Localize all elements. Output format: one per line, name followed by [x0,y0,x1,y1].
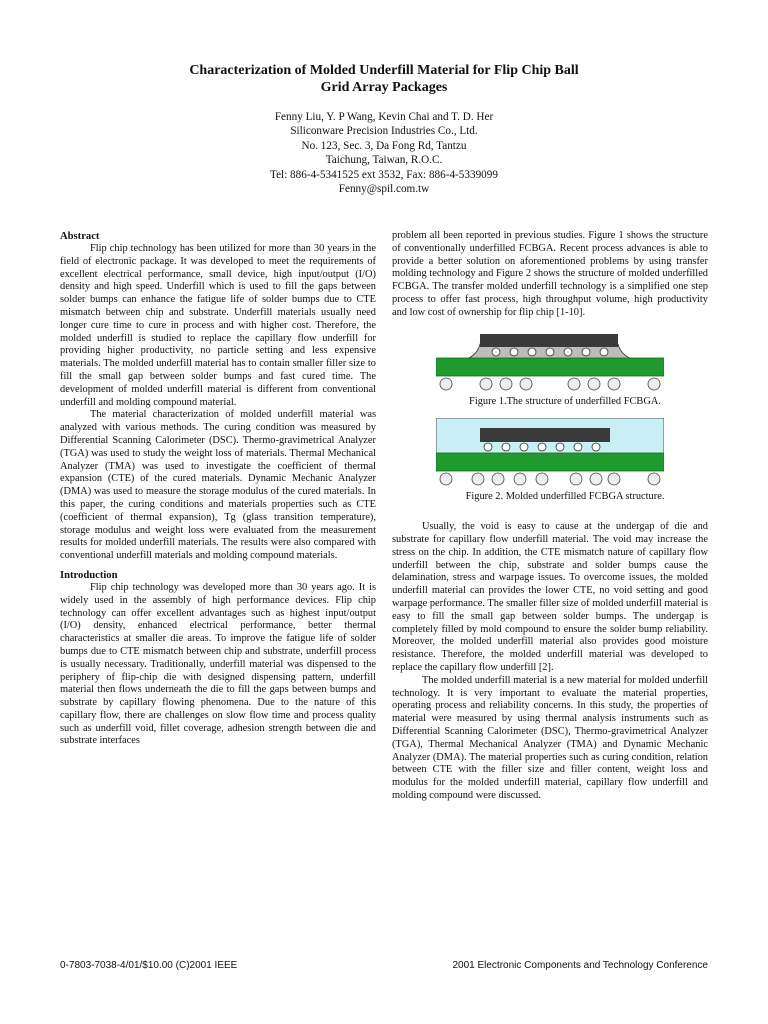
substrate [436,358,664,376]
introduction-paragraph-1-continued: problem all been reported in previous studies. Figure 1 shows the structure of conventionally underfilled FCBGA. Recent process advances is able to provide a better solution on aforementioned problems by using transfer molding technology and Figure 2 shows the structure of molded underfilled FCBGA. The transfer molded underfill technology is a simplified one step process to offer fast process, high throughput volume, high productivity and low cost of ownership for flip chip [1-10]. [392,230,708,318]
title-line-2: Grid Array Packages [320,80,448,95]
author-block [150,110,618,196]
die [480,428,610,442]
introduction-paragraph-1: Flip chip technology was developed more than 30 years ago. It is widely used in the assembly of high performance devices. Flip chip technology can offer excellent advantages such as highest input/output (I/O) density, enhanced electrical performance, better thermal characteristics at smaller die areas. To improve the fatigue life of solder bumps due to CTE mismatch between chip and substrate, underfill process is usually necessary. Traditionally, underfill material was dispensed to the periphery of flip-chip die with designed dispensing pattern, underfill material then flows underneath the die to fill the gaps between bumps and substrate by capillary flowing phenomena. Due to the nature of this capillary flow, there are challenges on slow flow time and process quality such as underfill void, fillet coverage, adhesion strength between die and substrate interfaces [60,581,376,747]
right-column [392,230,708,803]
solder-balls [440,378,660,390]
title-line-1: Characterization of Molded Underfill Material for Flip Chip Ball [189,63,579,78]
figure-1-caption: Figure 1.The structure of underfilled FCBGA. [469,395,661,407]
introduction-paragraph-2: Usually, the void is easy to cause at the undergap of die and substrate for capillary flow underfill material. The void may increase the stress on the chip. In addition, the CTE mismatch nature of capillary flow underfill between the chip, substrate and solder bumps cause the delamination, stress and warpage issues. To overcome issues, the molded underfill material can provides the lower CTE, no void setting and good warpage performance. The smaller filler size of molded underfill material is easy to fill the small gap between solder bumps. The undergap is completely filled by mold compound to ensure the solder bump reliability. Moreover, the molded underfill material also provides good moisture resistance. Therefore, the molded underfill material was developed to replace the capillary flow underfill [2]. [392,521,708,673]
author-city: Taichung, Taiwan, R.O.C. [325,154,443,167]
solder-balls [440,473,660,485]
introduction-heading: Introduction [60,569,118,581]
abstract-paragraph-1: Flip chip technology has been utilized for more than 30 years in the field of electronic package. It was developed to meet the requirements of excellent electrical performance, small device, high input/output (I/O) density and high speed. Underfill which is used to fill the gaps between solder bumps can enhance the fatigue life of solder bumps due to CTE mismatch between chip and substrate. Underfill materials usually need longer cure time to cure in process and with higher cost. Therefore, the molded underfill is studied to replace the capillary flow underfill for providing higher productivity, no particle setting and less expensive materials. The molded underfill material has to contain smaller filler size to fill the small gap between solder bumps and fast cured time. The development of molded underfill material is different from conventional underfill and molding compound material. [60,243,376,408]
author-phone: Tel: 886-4-5341525 ext 3532, Fax: 886-4-5339099 [270,168,498,181]
figure-1-diagram [436,330,664,394]
substrate [436,453,664,471]
footer-conference: 2001 Electronic Components and Technology Conference [452,960,708,971]
author-email[interactable]: Fenny@spil.com.tw [338,183,430,196]
figure-2-diagram [436,418,664,488]
author-address: No. 123, Sec. 3, Da Fong Rd, Tantzu [301,139,467,152]
footer-copyright: 0-7803-7038-4/01/$10.00 (C)2001 IEEE [60,960,238,971]
figure-2-caption: Figure 2. Molded underfilled FCBGA structure. [465,491,665,503]
author-names: Fenny Liu, Y. P Wang, Kevin Chai and T. D. Her [274,111,494,123]
paper-title [100,62,668,96]
abstract-paragraph-2: The material characterization of molded underfill material was analyzed with various methods. The curing condition was measured by Differential Scanning Calorimeter (DSC). Thermo-gravimetrical Analyzer (TGA) was used to study the weight loss of materials. Thermal Mechanical Analyzer (TMA) was used to investigate the coefficient of thermal expansion (CTE) of the cured materials. Dynamic Mechanic Analyzer (DMA) was used to measure the storage modulus of the cured materials. In this paper, the curing conditions and materials properties such as CTE (coefficient of thermal expansion), Tg (glass transition temperature), storage modulus and weight loss were evaluated from the measurement results for molded underfill materials. The results were also compared with conventional underfill materials and molding compound materials. [60,409,376,562]
introduction-paragraph-3: The molded underfill material is a new material for molded underfill technology. It is very important to evaluate the material properties, operating process and reliability concerns. In this study, the properties of material were measured by using thermal analysis instruments such as Differential Scanning Calorimeter (DSC), Thermo-gravimetrical Analyzer (TGA), Thermal Mechanical Analyzer (TMA) and Dynamic Mechanic Analyzer (DMA). The material properties such as curing condition, relation between CTE with the filler size and filler content, weight loss and modulus for the molded underfill material, capillary flow underfill and molding compound were discussed. [392,674,708,801]
left-column [60,230,376,748]
author-affiliation: Siliconware Precision Industries Co., Ltd. [290,125,478,138]
die [480,334,618,347]
figure-2 [392,418,708,504]
figure-1 [392,330,708,409]
abstract-heading: Abstract [60,231,100,242]
